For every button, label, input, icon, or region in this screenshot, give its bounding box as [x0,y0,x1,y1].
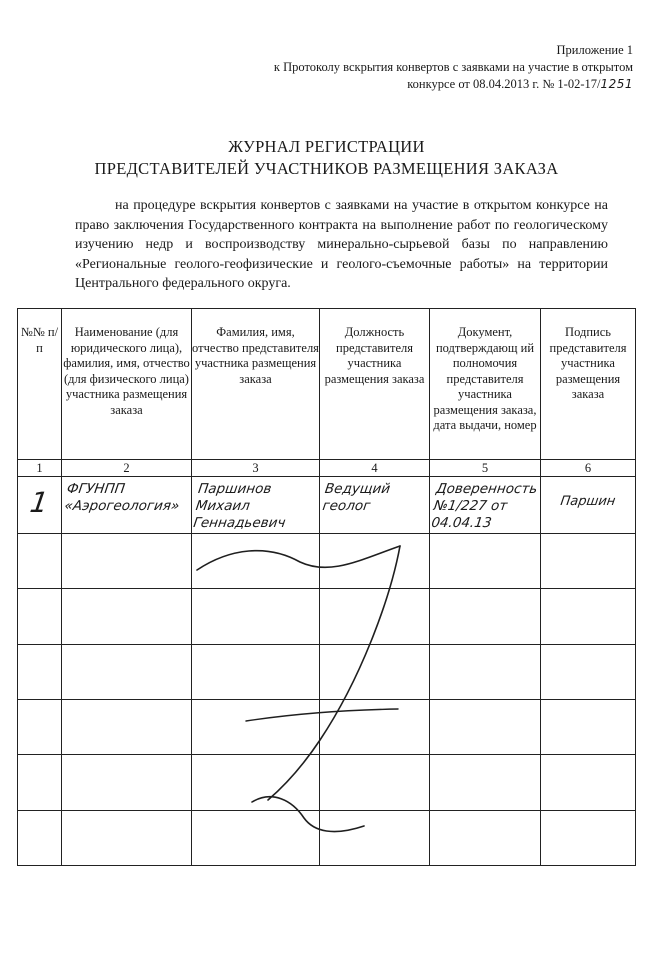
entry-position: Ведущий геолог [321,480,392,514]
entry-signature-cell [541,476,636,533]
entry-representative-cell [192,476,320,533]
table-header-row [18,309,636,460]
column-number-row [18,459,636,476]
column-number: 3 [192,459,320,476]
registration-table [17,308,636,866]
appendix-date-line [163,76,633,93]
entry-organization-cell [62,476,192,533]
intro-paragraph [75,196,608,294]
column-number: 4 [320,459,430,476]
entry-document: Доверенность №1/227 от 04.04.13 [430,480,539,531]
column-number: 5 [430,459,541,476]
document-title [0,136,653,180]
empty-row [18,589,636,644]
empty-row [18,534,636,589]
title-line-2: ПРЕДСТАВИТЕЛЕЙ УЧАСТНИКОВ РАЗМЕЩЕНИЯ ЗАКАЗА [94,159,559,178]
header-number: №№ п/п [18,309,62,460]
appendix-handwritten-number: 1251 [600,77,633,91]
header-representative: Фамилия, имя, отчество представителя участника размещения заказа [192,309,320,460]
appendix-reference [163,42,633,93]
entry-representative: Паршинов Михаил Геннадьевич [192,480,287,531]
appendix-protocol-line: к Протоколу вскрытия конвертов с заявками на участие в открытом [273,60,633,74]
header-document: Документ, подтверждающ ий полномочия представителя участника размещения заказа, дата выдачи, номер [430,309,541,460]
entry-position-cell [320,476,430,533]
appendix-title: Приложение 1 [556,43,633,57]
entry-number-cell [18,476,62,533]
entry-number: 1 [27,485,51,519]
empty-row [18,755,636,810]
table-row [18,476,636,533]
empty-row [18,700,636,755]
intro-text: на процедуре вскрытия конвертов с заявками на участие в открытом конкурсе на право заключения Государственного контракта на выполнение работ по геологическому изучению недр и воспроизводству минерально-сырьевой базы по направлению «Региональные геолого-геофизические и геолого-съемочные работы» на территории Центрального федерального округа. [75,198,608,291]
appendix-date-text: конкурсе от 08.04.2013 г. № 1-02-17/ [407,77,601,91]
entry-signature: Паршин [559,493,617,509]
header-signature: Подпись представителя участника размещения заказа [541,309,636,460]
column-number: 6 [541,459,636,476]
title-line-1: ЖУРНАЛ РЕГИСТРАЦИИ [228,137,425,156]
entry-organization: ФГУНПП «Аэрогеология» [63,480,181,514]
empty-row [18,644,636,699]
entry-document-cell [430,476,541,533]
column-number: 2 [62,459,192,476]
column-number: 1 [18,459,62,476]
header-organization: Наименование (для юридического лица), фамилия, имя, отчество (для физического лица) участника размещения заказа [62,309,192,460]
empty-row [18,810,636,865]
header-position: Должность представителя участника размещения заказа [320,309,430,460]
